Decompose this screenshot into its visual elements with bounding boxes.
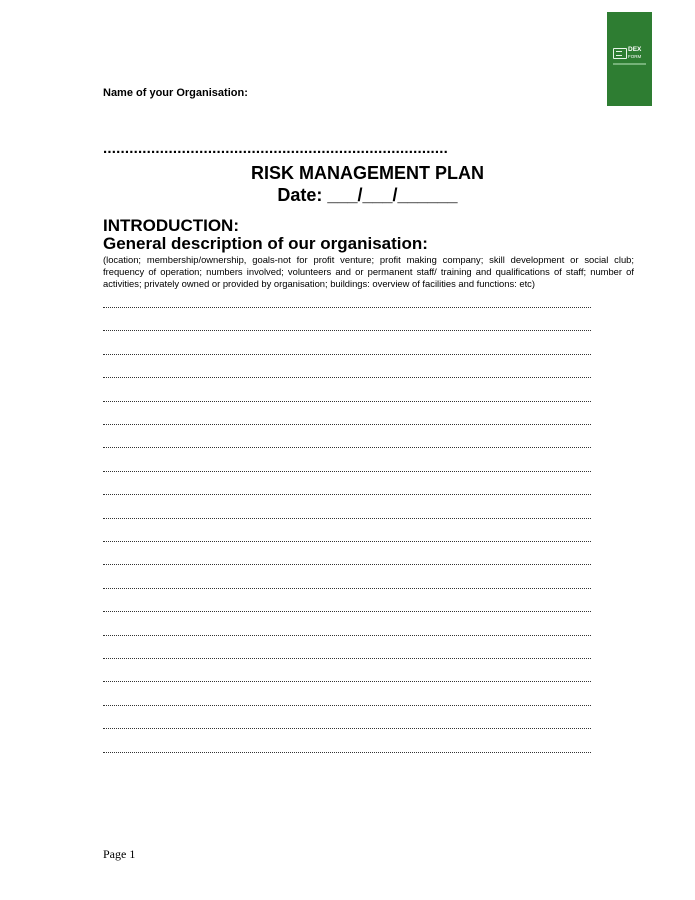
logo-brand: DEX xyxy=(628,46,642,53)
description-instructions: (location; membership/ownership, goals-not for profit venture; profit making company; skill development or social club; frequency of operation; numbers involved; volunteers and or permanent staff/ training and qualifications of staff; number of activities; privately owned or provided by organisation; buildings: overview of facilities and functions: etc) xyxy=(103,254,634,289)
organisation-name-fill-line[interactable]: ............................................................................... xyxy=(103,140,449,157)
dexform-logo xyxy=(607,12,652,106)
writing-line[interactable] xyxy=(103,401,591,402)
writing-line[interactable] xyxy=(103,518,591,519)
writing-line[interactable] xyxy=(103,471,591,472)
writing-line[interactable] xyxy=(103,658,591,659)
logo-tagline-bar xyxy=(613,63,646,65)
writing-line[interactable] xyxy=(103,635,591,636)
introduction-heading: INTRODUCTION: xyxy=(103,216,239,235)
writing-line[interactable] xyxy=(103,307,591,308)
writing-line[interactable] xyxy=(103,588,591,589)
page-number: Page 1 xyxy=(103,847,136,861)
writing-line[interactable] xyxy=(103,354,591,355)
writing-line[interactable] xyxy=(103,494,591,495)
writing-line[interactable] xyxy=(103,752,591,753)
writing-line[interactable] xyxy=(103,377,591,378)
writing-line[interactable] xyxy=(103,705,591,706)
writing-line[interactable] xyxy=(103,330,591,331)
document-title: RISK MANAGEMENT PLAN xyxy=(251,163,484,183)
writing-line[interactable] xyxy=(103,541,591,542)
date-field[interactable]: Date: ___/___/______ xyxy=(277,185,458,205)
writing-line[interactable] xyxy=(103,611,591,612)
writing-line[interactable] xyxy=(103,564,591,565)
writing-line[interactable] xyxy=(103,447,591,448)
writing-line[interactable] xyxy=(103,424,591,425)
general-description-heading: General description of our organisation: xyxy=(103,234,428,253)
writing-line[interactable] xyxy=(103,681,591,682)
organisation-name-label: Name of your Organisation: xyxy=(103,87,248,99)
writing-line[interactable] xyxy=(103,728,591,729)
logo-sub: FORM xyxy=(628,54,642,59)
logo-icon xyxy=(613,48,627,59)
